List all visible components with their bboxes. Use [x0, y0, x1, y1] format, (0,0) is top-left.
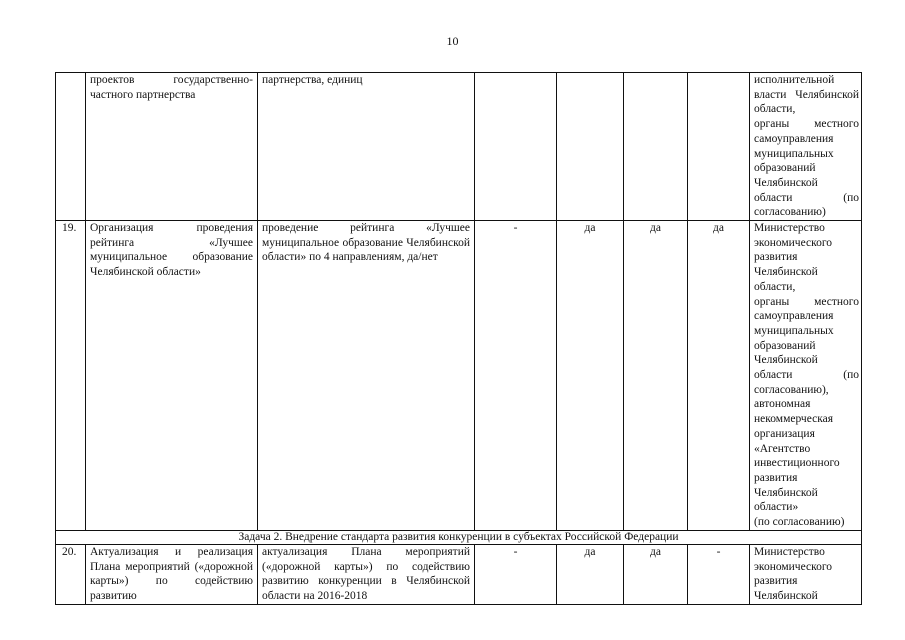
task-heading: Задача 2. Внедрение стандарта развития конкуренции в субъектах Российской Федерации — [56, 530, 862, 544]
executor-cell: Министерство экономического развития Челябинской области, органы местного самоуправления муниципальных образований Челябинской области (по согласованию), автономная некоммерческая организация «Агентство инвестиционного развития Челябинской области» (по согласованию) — [750, 221, 862, 531]
event-cell: Актуализация и реализация Плана мероприятий («дорожной карты») по содействию развитию — [86, 544, 258, 604]
row-number: 20. — [56, 544, 86, 604]
indicator-cell: актуализация Плана мероприятий («дорожной карты») по содействию развитию конкуренции в Челябинской области на 2016-2018 — [258, 544, 475, 604]
table-row — [56, 221, 862, 531]
measures-table — [55, 72, 862, 605]
indicator-cell: проведение рейтинга «Лучшее муниципальное образование Челябинской области» по 4 направлениям, да/нет — [258, 221, 475, 531]
value-cell: да — [688, 221, 750, 531]
value-cell — [624, 73, 688, 221]
table-row — [56, 544, 862, 604]
task-heading-row — [56, 530, 862, 544]
event-cell: Организация проведения рейтинга «Лучшее муниципальное образование Челябинской области» — [86, 221, 258, 531]
table-row — [56, 73, 862, 221]
value-cell: - — [475, 221, 557, 531]
executor-cell: Министерство экономического развития Челябинской — [750, 544, 862, 604]
row-number — [56, 73, 86, 221]
value-cell: - — [475, 544, 557, 604]
value-cell: да — [624, 544, 688, 604]
value-cell — [688, 73, 750, 221]
value-cell: да — [557, 221, 624, 531]
value-cell — [475, 73, 557, 221]
page-number: 10 — [446, 34, 459, 48]
event-cell: проектов государственно-частного партнерства — [86, 73, 258, 221]
executor-cell: исполнительной власти Челябинской области, органы местного самоуправления муниципальных образований Челябинской области (по согласованию) — [750, 73, 862, 221]
row-number: 19. — [56, 221, 86, 531]
value-cell: - — [688, 544, 750, 604]
indicator-cell: партнерства, единиц — [258, 73, 475, 221]
value-cell: да — [624, 221, 688, 531]
value-cell: да — [557, 544, 624, 604]
value-cell — [557, 73, 624, 221]
